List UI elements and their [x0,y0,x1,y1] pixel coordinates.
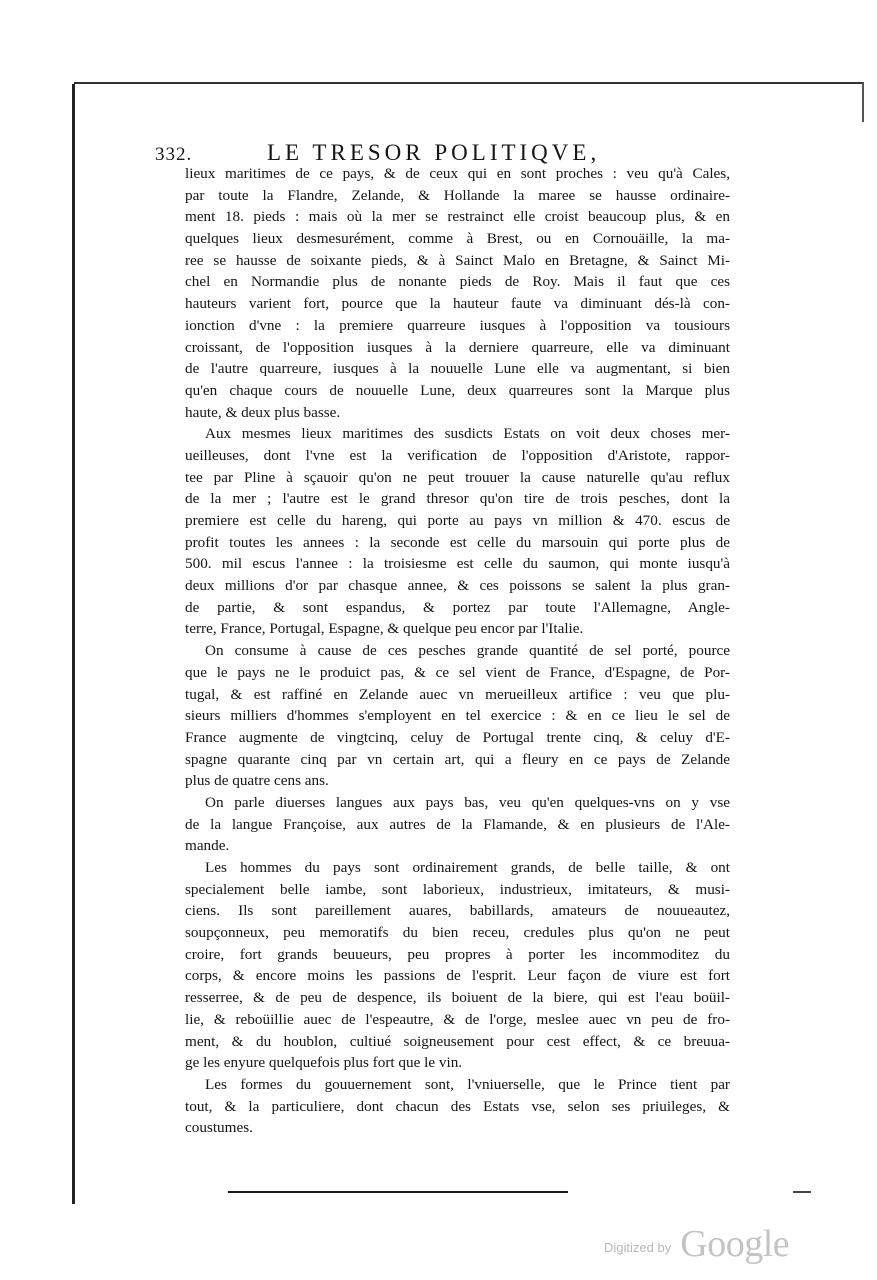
text-line: de partie, & sont espandus, & portez par toute l'Allemagne, Angle- [185,598,730,616]
text-line: tee par Pline à sçauoir qu'on ne peut trouuer la cause naturelle qu'au reflux [185,468,730,486]
text-line: hauteurs varient fort, pource que la hauteur faute va diminuant dés-là con- [185,295,730,313]
text-line: ueilleuses, dont l'vne est la verification de l'opposition d'Aristote, rappor- [185,446,730,464]
text-line: profit toutes les annees : la seconde est celle du marsouin qui porte plus de [185,533,730,551]
text-line: lie, & reboüillie auec de l'espeautre, & de l'orge, meslee auec vn peu de fro- [185,1010,730,1028]
text-line: de la mer ; l'autre est le grand thresor qu'on tire de trois pesches, dont la [185,490,730,508]
text-line: France augmente de vingtcinq, celuy de Portugal trente cinq, & celuy d'E- [185,728,730,746]
scan-edge-top [74,82,864,84]
text-line: plus de quatre cens ans. [185,772,329,790]
text-line: par toute la Flandre, Zelande, & Hollande la maree se hausse ordinaire- [185,186,730,204]
text-line: Les formes du gouuernement sont, l'vniuerselle, que le Prince tient par [205,1075,730,1093]
text-line: deux millions d'or par chasque annee, & ces poissons se salent la plus gran- [185,577,730,595]
text-line: chel en Normandie plus de nonante pieds de Roy. Mais il faut que ces [185,273,730,291]
text-line: lieux maritimes de ce pays, & de ceux qui en sont proches : veu qu'à Cales, [185,165,730,182]
text-line: ge les enyure quelquefois plus fort que le vin. [185,1054,463,1072]
text-line: resserree, & de peu de despence, ils boiuent de la biere, qui est l'eau boüil- [185,989,730,1007]
text-line: sieurs milliers d'hommes s'employent en tel exercice : & en ce lieu le sel de [185,707,730,725]
text-line: corps, & encore moins les passions de l'esprit. Leur façon de viure est fort [185,967,730,985]
text-line: quelques lieux desmesurément, comme à Brest, ou en Cornouäille, la ma- [185,230,730,248]
text-line: ciens. Ils sont pareillement auares, babillards, amateurs de nouueautez, [185,902,730,920]
page-number: 332. [155,144,193,165]
text-line: soupçonneux, peu memoratifs du bien receu, credules plus qu'on ne peut [185,924,730,942]
text-line: 500. mil escus l'annee : la troisiesme est celle du saumon, qui monte iusqu'à [185,555,730,573]
text-line: On consume à cause de ces pesches grande quantité de sel porté, pource [205,642,730,660]
bottom-rule [228,1191,568,1193]
text-line: de la langue Françoise, aux autres de la Flamande, & en plusieurs de l'Ale- [185,815,730,833]
text-line: On parle diuerses langues aux pays bas, veu qu'en quelques-vns on y vse [205,793,730,811]
text-line: tugal, & est raffiné en Zelande auec vn merueilleux artifice : veu que plu- [185,685,730,703]
text-line: croire, fort grands beuueurs, peu propres à porter les incommoditez du [185,945,730,963]
digitized-by-google-watermark [604,1222,789,1266]
text-line: qu'en chaque cours de nouuelle Lune, deux quarreures sont la Marque plus [185,381,730,399]
bottom-rule-tick [793,1191,811,1193]
text-line: premiere est celle du hareng, qui porte au pays vn million & 470. escus de [185,512,730,529]
text-line: mande. [185,837,230,855]
text-line: coustumes. [185,1119,253,1137]
scan-edge-right [862,82,864,122]
watermark-digitized-label: Digitized by [604,1240,672,1255]
text-line: ionction d'vne : la premiere quarreure iusques à l'opposition va tousiours [185,316,730,334]
text-line: spagne quarante cinq par vn certain art, qui a fleury en ce pays de Zelande [185,750,730,768]
text-line: de l'autre quarreure, iusques à la nouuelle Lune elle va augmentant, si bien [185,360,730,378]
text-line: Les hommes du pays sont ordinairement grands, de belle taille, & ont [205,859,730,876]
text-line: ment 18. pieds : mais où la mer se restrainct elle croist beaucoup plus, & en [185,208,730,226]
text-line: tout, & la particuliere, dont chacun des Estats vse, selon ses priuileges, & [185,1097,730,1115]
text-line: croissant, de l'opposition iusques à la derniere quarreure, elle va diminuant [185,338,730,356]
watermark-google-logo: Google [680,1223,790,1265]
body-text [185,163,730,1139]
scan-edge-left [72,84,75,1204]
running-head: LE TRESOR POLITIQVE, [267,140,601,165]
text-line: Aux mesmes lieux maritimes des susdicts Estats on voit deux choses mer- [205,425,730,443]
text-line: specialement belle iambe, sont laborieux, industrieux, imitateurs, & musi- [185,880,730,898]
text-line: que le pays ne le produict pas, & ce sel vient de France, d'Espagne, de Por- [185,663,730,681]
text-line: ree se hausse de soixante pieds, & à Sainct Malo en Bretagne, & Sainct Mi- [185,251,730,269]
text-line: terre, France, Portugal, Espagne, & quelque peu encor par l'Italie. [185,620,584,638]
text-line: ment, & du houblon, cultiué soigneusement pour cest effect, & ce breuua- [185,1032,730,1050]
text-line: haute, & deux plus basse. [185,403,341,421]
